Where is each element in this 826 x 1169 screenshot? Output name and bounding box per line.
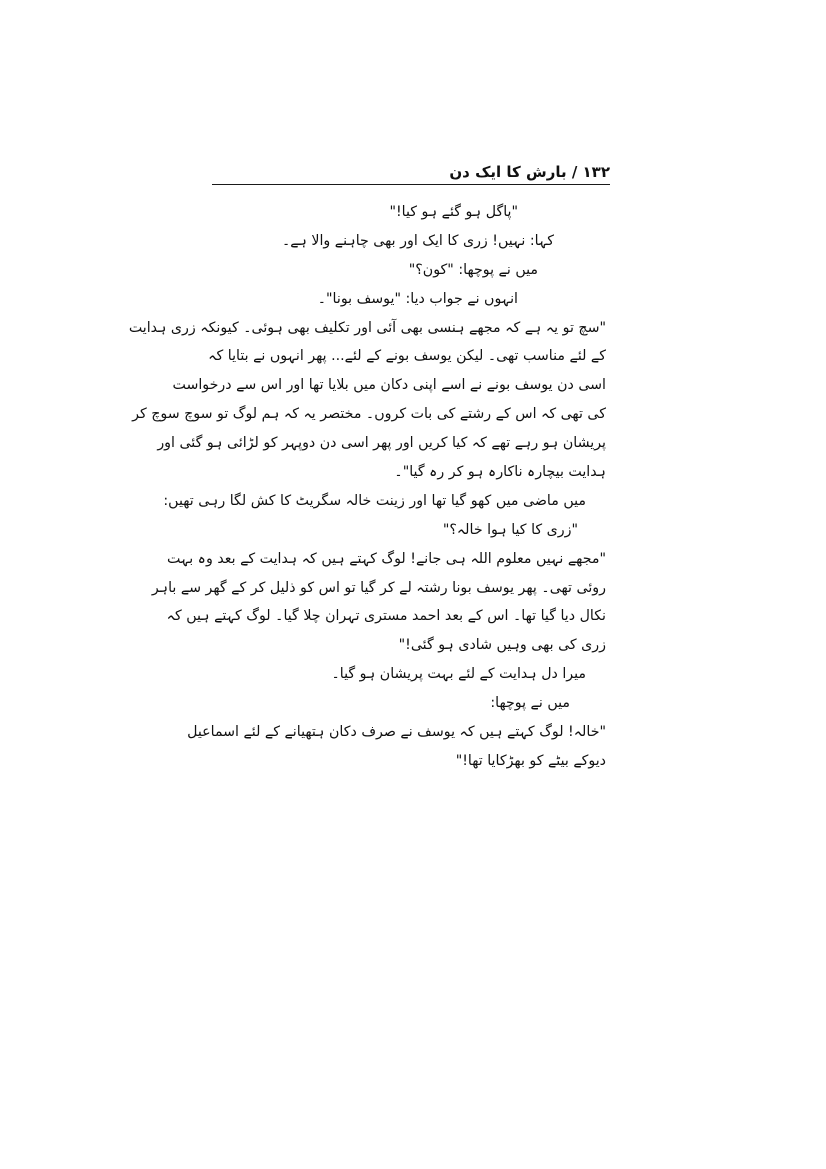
text-line: "سچ تو یہ ہے کہ مجھے ہنسی بھی آئی اور تکلیف بھی ہوئی۔ کیونکہ زری ہدایت (128, 319, 606, 336)
text-line: "مجھے نہیں معلوم اللہ ہی جانے! لوگ کہتے ہیں کہ ہدایت کے بعد وہ بہت (166, 550, 606, 567)
text-line: "پاگل ہو گئے ہو کیا!" (389, 204, 518, 220)
text-line: میرا دل ہدایت کے لئے بہت پریشان ہو گیا۔ (331, 666, 586, 683)
text-line: انہوں نے جواب دیا: "یوسف بونا"۔ (317, 290, 518, 307)
text-line: "زری کا کیا ہوا خالہ؟" (442, 521, 578, 538)
text-line: "خالہ! لوگ کہتے ہیں کہ یوسف نے صرف دکان ہتھیانے کے لئے اسماعیل (187, 724, 606, 741)
text-line: اسی دن یوسف بونے نے اسے اپنی دکان میں بلایا تھا اور اس سے درخواست (172, 377, 606, 394)
text-line: دیوکے بیٹے کو بھڑکایا تھا!" (455, 752, 606, 769)
text-line: کی تھی کہ اس کے رشتے کی بات کروں۔ مختصر یہ کہ ہم لوگ تو سوچ سوچ کر (132, 406, 606, 423)
text-line: میں نے پوچھا: "کون؟" (408, 261, 538, 278)
text-line: میں نے پوچھا: (490, 695, 570, 712)
text-line: ہدایت بیچارہ ناکارہ ہو کر رہ گیا"۔ (394, 464, 606, 481)
text-line: کے لئے مناسب تھی۔ لیکن یوسف بونے کے لئے... پھر انہوں نے بتایا کہ (208, 348, 606, 365)
text-line: کہا: نہیں! زری کا ایک اور بھی چاہنے والا ہے۔ (281, 232, 554, 249)
text-line: پریشان ہو رہے تھے کہ کیا کریں اور پھر اسی دن دوپہر کو لڑائی ہو گئی اور (157, 435, 606, 452)
running-header: ۱۳۲ / بارش کا ایک دن (449, 163, 610, 181)
header-rule (212, 184, 610, 185)
text-line: میں ماضی میں کھو گیا تھا اور زینت خالہ سگریٹ کا کش لگا رہی تھیں: (163, 492, 586, 509)
text-line: زری کی بھی وہیں شادی ہو گئی!" (398, 637, 606, 654)
page-body (128, 198, 606, 776)
text-line: روئی تھی۔ پھر یوسف بونا رشتہ لے کر گیا تو اس کو ذلیل کر کے گھر سے باہر (151, 579, 606, 596)
text-line: نکال دیا گیا تھا۔ اس کے بعد احمد مستری تہران چلا گیا۔ لوگ کہتے ہیں کہ (166, 608, 606, 625)
